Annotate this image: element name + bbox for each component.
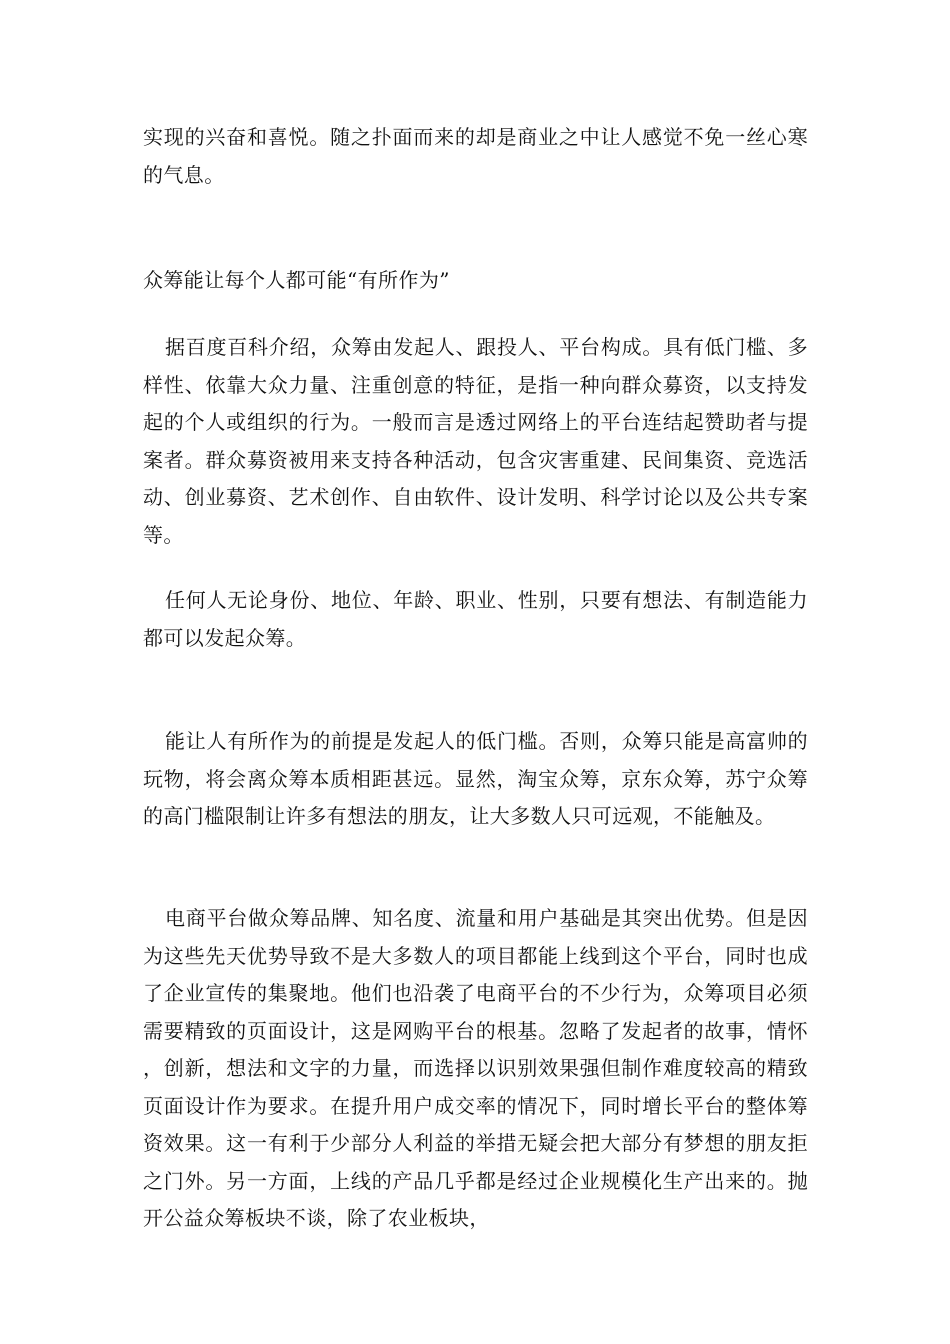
paragraph-intro-continuation: 实现的兴奋和喜悦。随之扑面而来的却是商业之中让人感觉不免一丝心寒的气息。: [143, 125, 808, 187]
paragraph-definition: 据百度百科介绍，众筹由发起人、跟投人、平台构成。具有低门槛、多样性、依靠大众力量、注重创意的特征，是指一种向群众募资，以支持发起的个人或组织的行为。一般而言是透过网络上的平台连结起赞助者与提案者。群众募资被用来支持各种活动，包含灾害重建、民间集资、竞选活动、创业募资、艺术创作、自由软件、设计发明、科学讨论以及公共专案等。: [143, 335, 808, 547]
section-heading: 众筹能让每个人都可能“有所作为”: [143, 268, 450, 292]
paragraph-ecommerce-platforms: 电商平台做众筹品牌、知名度、流量和用户基础是其突出优势。但是因为这些先天优势导致不是大多数人的项目都能上线到这个平台，同时也成了企业宣传的集聚地。他们也沿袭了电商平台的不少行为，众筹项目必须需要精致的页面设计，这是网购平台的根基。忽略了发起者的故事，情怀，创新，想法和文字的力量，而选择以识别效果强但制作难度较高的精致页面设计作为要求。在提升用户成交率的情况下，同时增长平台的整体筹资效果。这一有利于少部分人利益的举措无疑会把大部分有梦想的朋友拒之门外。另一方面，上线的产品几乎都是经过企业规模化生产出来的。抛开公益众筹板块不谈，除了农业板块，: [143, 906, 808, 1230]
paragraph-low-threshold: 能让人有所作为的前提是发起人的低门槛。否则，众筹只能是高富帅的玩物，将会离众筹本质相距甚远。显然，淘宝众筹，京东众筹，苏宁众筹的高门槛限制让许多有想法的朋友，让大多数人只可远观，不能触及。: [143, 729, 808, 828]
paragraph-anyone-can-launch: 任何人无论身份、地位、年龄、职业、性别，只要有想法、有制造能力都可以发起众筹。: [143, 588, 808, 650]
